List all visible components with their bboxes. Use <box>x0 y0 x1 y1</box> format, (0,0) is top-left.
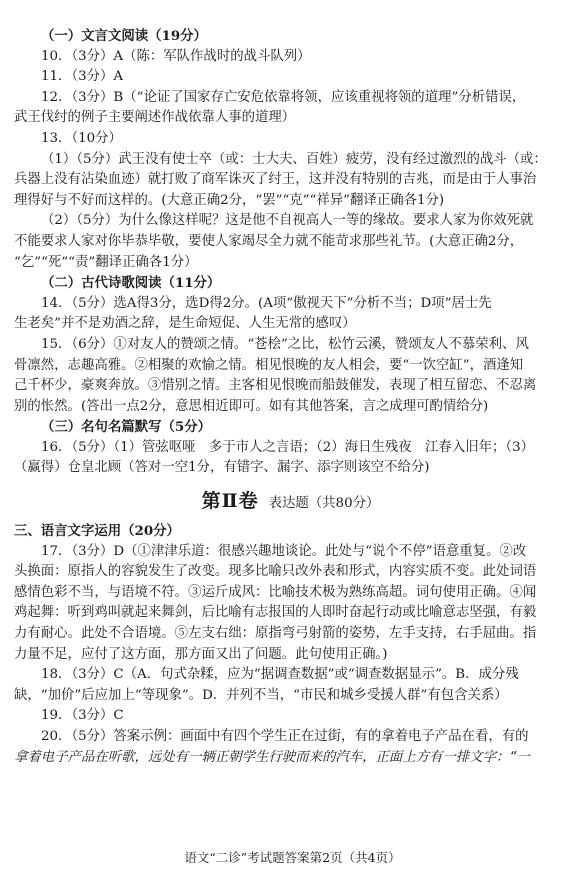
answer-q13-2-cont: “乞”“死”“责”翻译正确各1分） <box>14 254 198 270</box>
answer-q17-cont: 感情色彩不当，与语境不符。③运斤成风：比喻技术极为熟练高超。词句使用正确。④闻 <box>14 584 537 600</box>
answer-q15-cont: 己千杯少，豪爽奔放。③惜别之情。主客相见恨晚而船鼓催发，表现了相互留恋、不忍离 <box>14 378 537 394</box>
answer-q13: 13．（10分） <box>41 130 122 146</box>
answer-q15: 15．（6分）①对友人的赞颂之情。“苍桧”之比，松竹云溪，赞颂友人不慕荣利、风 <box>41 336 529 352</box>
answer-q13-2: （2）（5分）为什么像这样呢？这是他不自视高人一等的缘故。要求人家为你效死就 <box>41 213 534 229</box>
answer-q15-cont: 别的怅然。(答出一点2分，意思相近即可。如有其他答案，言之成理可酌情给分) <box>14 398 489 414</box>
section-heading-poetry: （二）古代诗歌阅读（11分） <box>41 275 221 292</box>
answer-q14-cont: 生老矣”并不是劝酒之辞，是生命短促、人生无常的感叹） <box>14 316 356 332</box>
part2-title <box>14 487 567 515</box>
answer-q17-cont: 力有耐心。此处不合语境。⑤左支右绌：原指弯弓射箭的姿势，左手支持，右手屈曲。指 <box>14 626 537 642</box>
answer-q14: 14．（5分）选A得3分，选D得2分。(A项“傲视天下”分析不当；D项“居士先 <box>41 295 492 311</box>
answer-q17-cont: 力量不足，应付了这方面，那方面又出了问题。此句使用正确。) <box>14 646 388 662</box>
answer-q20-cont: 拿着电子产品在听歌，远处有一辆正朝学生行驶而来的汽车，正面上方有一排文字：“一 <box>14 749 530 765</box>
answer-q13-1: （1）（5分）武王没有使士卒（或：士大夫、百姓）疲劳，没有经过激烈的战斗（或： <box>41 151 547 167</box>
answer-q20: 20．（5分）答案示例：画面中有四个学生正在过街，有的拿着电子产品在看，有的 <box>41 729 529 744</box>
section-heading-classical-chinese: （一）文言文阅读（19分） <box>41 28 207 44</box>
section-heading-language-use: 三、语言文字运用（20分） <box>14 523 180 540</box>
answer-q18: 18．（3分）C（A．句式杂糅，应为“据调查数据”或“调查数据显示”。B．成分残 <box>41 667 519 683</box>
answer-q11: 11．（3分）A <box>41 69 124 85</box>
answer-q19: 19．（3分）C <box>41 708 124 724</box>
answer-q13-1-cont: 理得好与不好而这样的。(大意正确2分，“罢”“克”“祥异”翻译正确各1分) <box>14 192 445 208</box>
answer-q12: 12．（3分）B（“论证了国家存亡安危依靠将领，应该重视将领的道理”分析错误， <box>41 89 526 105</box>
answer-q17-cont: 鸡起舞：听到鸡叫就起来舞剑，后比喻有志报国的人即时奋起行动或比喻意志坚强，有毅 <box>14 605 537 621</box>
answer-q15-cont: 骨凛然，志趣高雅。②相聚的欢愉之情。相见恨晚的友人相会，要“一饮空缸”，酒逢知 <box>14 357 524 373</box>
part2-title-sub: 表达题（共80分） <box>268 496 380 512</box>
page-footer: 语文“二诊”考试题答案第2页（共4页） <box>184 850 401 865</box>
answer-q13-2-cont: 不能要求人家对你毕恭毕敬，要使人家竭尽全力就不能苛求那些礼节。(大意正确2分， <box>14 233 524 249</box>
answer-q17-cont: 头换面：原指人的容貌发生了改变。现多比喻只改外表和形式，内容实质不变。此处词语 <box>14 564 537 580</box>
answer-q16: 16．（5分）（1）管弦呕哑 多于市人之言语；（2）海日生残夜 江春入旧年；（3） <box>41 439 534 455</box>
answer-q10: 10．（3分）A（陈：军队作战时的战斗队列） <box>41 48 311 64</box>
answer-q16-cont: （赢得）仓皇北顾（答对一空1分，有错字、漏字、添字则该空不给分) <box>14 460 430 476</box>
answer-q17: 17．（3分）D（①津津乐道：很感兴趣地谈论。此处与“说个不停”语意重复。②改 <box>41 543 527 559</box>
part2-title-main: 第Ⅱ卷 <box>201 490 259 513</box>
answer-q12-cont: 武王伐纣的例子主要阐述作战依靠人事的道理） <box>14 110 296 126</box>
section-heading-dictation: （三）名句名篇默写（5分） <box>41 419 212 436</box>
answer-q13-1-cont: 兵器上没有沾染血迹）就打败了商军诛灭了纣王，这并没有特别的吉兆，而是由于人事治 <box>14 172 537 188</box>
answer-q18-cont: 缺，“加价”后应加上“等现象”。D．并列不当，“市民和城乡受援人群”有包含关系） <box>14 687 508 703</box>
